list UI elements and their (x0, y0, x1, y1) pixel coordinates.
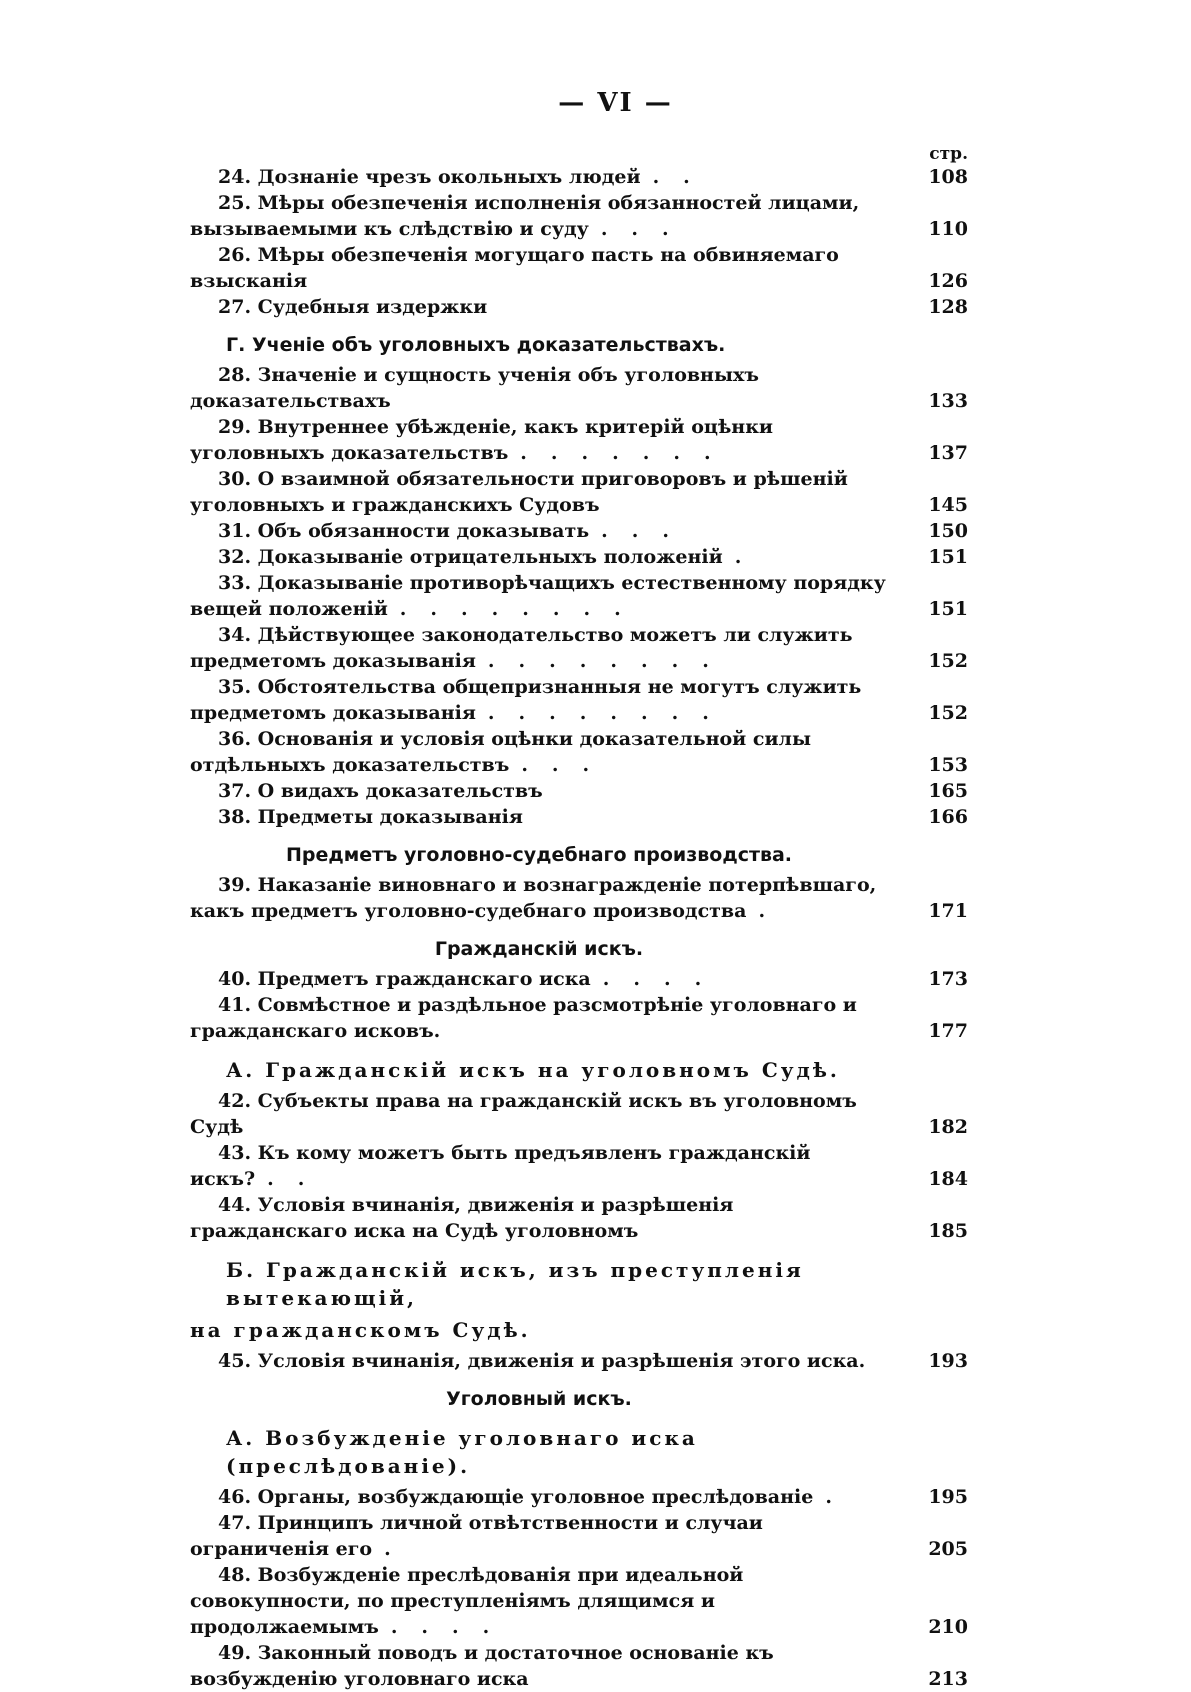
toc-entry (190, 1510, 968, 1562)
entry-title: Обстоятельства общепризнанныя не могутъ служить предметомъ доказыванія (190, 676, 862, 724)
toc-entry (190, 622, 968, 674)
section-heading: Уголовный искъ. (446, 1388, 632, 1410)
section-heading: Предметъ уголовно-судебнаго производства. (285, 844, 793, 866)
entry-title: Дѣйствующее законодательство можетъ ли служить предметомъ доказыванія (190, 624, 853, 672)
entry-title: Возбужденіе преслѣдованія при идеальной совокупности, по преступленіямъ длящимся и продолжаемымъ (190, 1564, 744, 1638)
toc-entry (190, 804, 968, 830)
entry-page-number: 126 (928, 270, 968, 292)
toc-entry (190, 1192, 968, 1244)
entry-number: 49. (218, 1642, 258, 1664)
leader-dots: . (825, 1486, 856, 1508)
toc-entry (190, 1562, 968, 1640)
entry-number: 42. (218, 1090, 258, 1112)
entry-page-number: 110 (928, 218, 968, 240)
entry-page-number: 171 (928, 900, 968, 922)
entry-page-number: 108 (928, 166, 968, 188)
entry-title: Судебныя издержки (257, 296, 488, 318)
leader-dots: ... (521, 754, 614, 776)
entry-title: Наказаніе виновнаго и вознагражденіе потерпѣвшаго, какъ предметъ уголовно-судебнаго производства (190, 874, 877, 922)
leader-dots: .... (390, 1616, 514, 1638)
leader-dots: ........ (399, 598, 645, 620)
entry-title: Органы, возбуждающіе уголовное преслѣдованіе (257, 1486, 814, 1508)
subsection-heading: на гражданскомъ Судѣ. (190, 1318, 531, 1342)
entry-page-number: 173 (928, 968, 968, 990)
leader-dots: . (734, 546, 766, 568)
entry-number: 26. (218, 244, 258, 266)
page-number: — VI — (558, 88, 673, 118)
toc-entry (190, 570, 968, 622)
toc-entry (190, 1348, 968, 1374)
toc-entry (190, 242, 968, 294)
entry-number: 41. (218, 994, 258, 1016)
toc-entry (190, 190, 968, 242)
entry-page-number: 151 (928, 546, 968, 568)
entry-page-number: 213 (928, 1668, 968, 1690)
entry-number: 38. (218, 806, 258, 828)
entry-number: 44. (218, 1194, 258, 1216)
entry-title: Объ обязанности доказывать (257, 520, 590, 542)
entry-page-number: 193 (928, 1350, 968, 1372)
entry-title: Законный поводъ и достаточное основаніе къ возбужденію уголовнаго иска (190, 1642, 774, 1690)
entry-page-number: 182 (928, 1116, 968, 1138)
toc-entry (190, 872, 968, 924)
entry-page-number: 150 (928, 520, 968, 542)
entry-title: Къ кому можетъ быть предъявленъ гражданскій искъ? (190, 1142, 811, 1190)
toc-entry (190, 1484, 968, 1510)
subsection-heading: Б. Гражданскій искъ, изъ преступленія вытекающій, (226, 1258, 804, 1310)
entry-title: О взаимной обязательности приговоровъ и рѣшеній уголовныхъ и гражданскихъ Судовъ (190, 468, 848, 516)
entry-number: 30. (218, 468, 258, 490)
entry-page-number: 137 (928, 442, 968, 464)
leader-dots: ....... (520, 442, 735, 464)
entry-page-number: 133 (928, 390, 968, 412)
subsection-heading: А. Возбужденіе уголовнаго иска (преслѣдованіе). (226, 1426, 698, 1478)
leader-dots: .. (652, 166, 714, 188)
entry-number: 48. (218, 1564, 258, 1586)
entry-number: 45. (218, 1350, 258, 1372)
entry-page-number: 166 (928, 806, 968, 828)
entry-number: 39. (218, 874, 258, 896)
entry-page-number: 185 (928, 1220, 968, 1242)
subsection-heading: А. Гражданскій искъ на уголовномъ Судѣ. (226, 1058, 840, 1082)
leader-dots: .... (602, 968, 726, 990)
toc-entry (190, 1088, 968, 1140)
entry-title: Предметъ гражданскаго иска (257, 968, 591, 990)
toc-entry (190, 362, 968, 414)
entry-title: Доказываніе противорѣчащихъ естественному порядку вещей положеній (190, 572, 886, 620)
leader-dots: .. (267, 1168, 329, 1190)
entry-title: Условія вчинанія, движенія и разрѣшенія этого иска. (257, 1350, 866, 1372)
toc-entry (190, 778, 968, 804)
entry-title: Значеніе и сущность ученія объ уголовныхъ доказательствахъ (190, 364, 759, 412)
entry-number: 36. (218, 728, 258, 750)
entry-title: Основанія и условія оцѣнки доказательной силы отдѣльныхъ доказательствъ (190, 728, 811, 776)
toc-entry (190, 674, 968, 726)
leader-dots: . (758, 900, 790, 922)
entry-number: 31. (218, 520, 258, 542)
entry-title: Мѣры обезпеченія исполненія обязанностей лицами, вызываемыми къ слѣдствію и суду (190, 192, 860, 240)
entry-page-number: 210 (928, 1616, 968, 1638)
entry-number: 46. (218, 1486, 258, 1508)
toc-entry (190, 1140, 968, 1192)
entry-number: 32. (218, 546, 258, 568)
toc-entry (190, 726, 968, 778)
entry-number: 29. (218, 416, 258, 438)
entry-title: О видахъ доказательствъ (257, 780, 543, 802)
entry-page-number: 195 (928, 1486, 968, 1508)
entry-number: 25. (218, 192, 258, 214)
entry-page-number: 151 (928, 598, 968, 620)
page-column-heading: стр. (929, 144, 968, 164)
toc-entry (190, 466, 968, 518)
section-heading: Г. Ученіе объ уголовныхъ доказательствахъ. (226, 334, 726, 356)
toc-entry (190, 294, 968, 320)
toc-entry (190, 992, 968, 1044)
toc-entry (190, 414, 968, 466)
entry-title: Доказываніе отрицательныхъ положеній (257, 546, 723, 568)
entry-page-number: 184 (928, 1168, 968, 1190)
entry-page-number: 177 (928, 1020, 968, 1042)
toc-entry (190, 1640, 968, 1692)
leader-dots: ... (600, 218, 693, 240)
toc-entry (190, 966, 968, 992)
entry-page-number: 128 (928, 296, 968, 318)
entry-title: Субъекты права на гражданскій искъ въ уголовномъ Судѣ (190, 1090, 857, 1138)
entry-title: Принципъ личной отвѣтственности и случаи ограниченія его (190, 1512, 763, 1560)
entry-number: 27. (218, 296, 258, 318)
entry-number: 37. (218, 780, 258, 802)
entry-number: 34. (218, 624, 258, 646)
entry-number: 35. (218, 676, 258, 698)
entry-number: 40. (218, 968, 258, 990)
entry-number: 33. (218, 572, 258, 594)
entry-page-number: 152 (928, 702, 968, 724)
toc-entry (190, 518, 968, 544)
entry-page-number: 152 (928, 650, 968, 672)
leader-dots: ........ (487, 650, 733, 672)
leader-dots: ........ (487, 702, 733, 724)
entry-page-number: 153 (928, 754, 968, 776)
entry-title: Мѣры обезпеченія могущаго пасть на обвиняемаго взысканія (190, 244, 839, 292)
entry-number: 47. (218, 1512, 258, 1534)
entry-title: Совмѣстное и раздѣльное разсмотрѣніе уголовнаго и гражданскаго исковъ. (190, 994, 857, 1042)
entry-number: 43. (218, 1142, 258, 1164)
entry-number: 24. (218, 166, 258, 188)
table-of-contents (190, 144, 968, 1692)
entry-page-number: 205 (928, 1538, 968, 1560)
toc-entry (190, 164, 968, 190)
toc-body (190, 164, 968, 1692)
entry-title: Условія вчинанія, движенія и разрѣшенія гражданскаго иска на Судѣ уголовномъ (190, 1194, 734, 1242)
entry-title: Дознаніе чрезъ окольныхъ людей (257, 166, 641, 188)
entry-page-number: 145 (928, 494, 968, 516)
toc-entry (190, 544, 968, 570)
leader-dots: ... (601, 520, 694, 542)
entry-title: Предметы доказыванія (257, 806, 523, 828)
entry-number: 28. (218, 364, 258, 386)
entry-title: Внутреннее убѣжденіе, какъ критерій оцѣнки уголовныхъ доказательствъ (190, 416, 774, 464)
section-heading: Гражданскій искъ. (434, 938, 644, 960)
entry-page-number: 165 (928, 780, 968, 802)
leader-dots: . (384, 1538, 415, 1560)
